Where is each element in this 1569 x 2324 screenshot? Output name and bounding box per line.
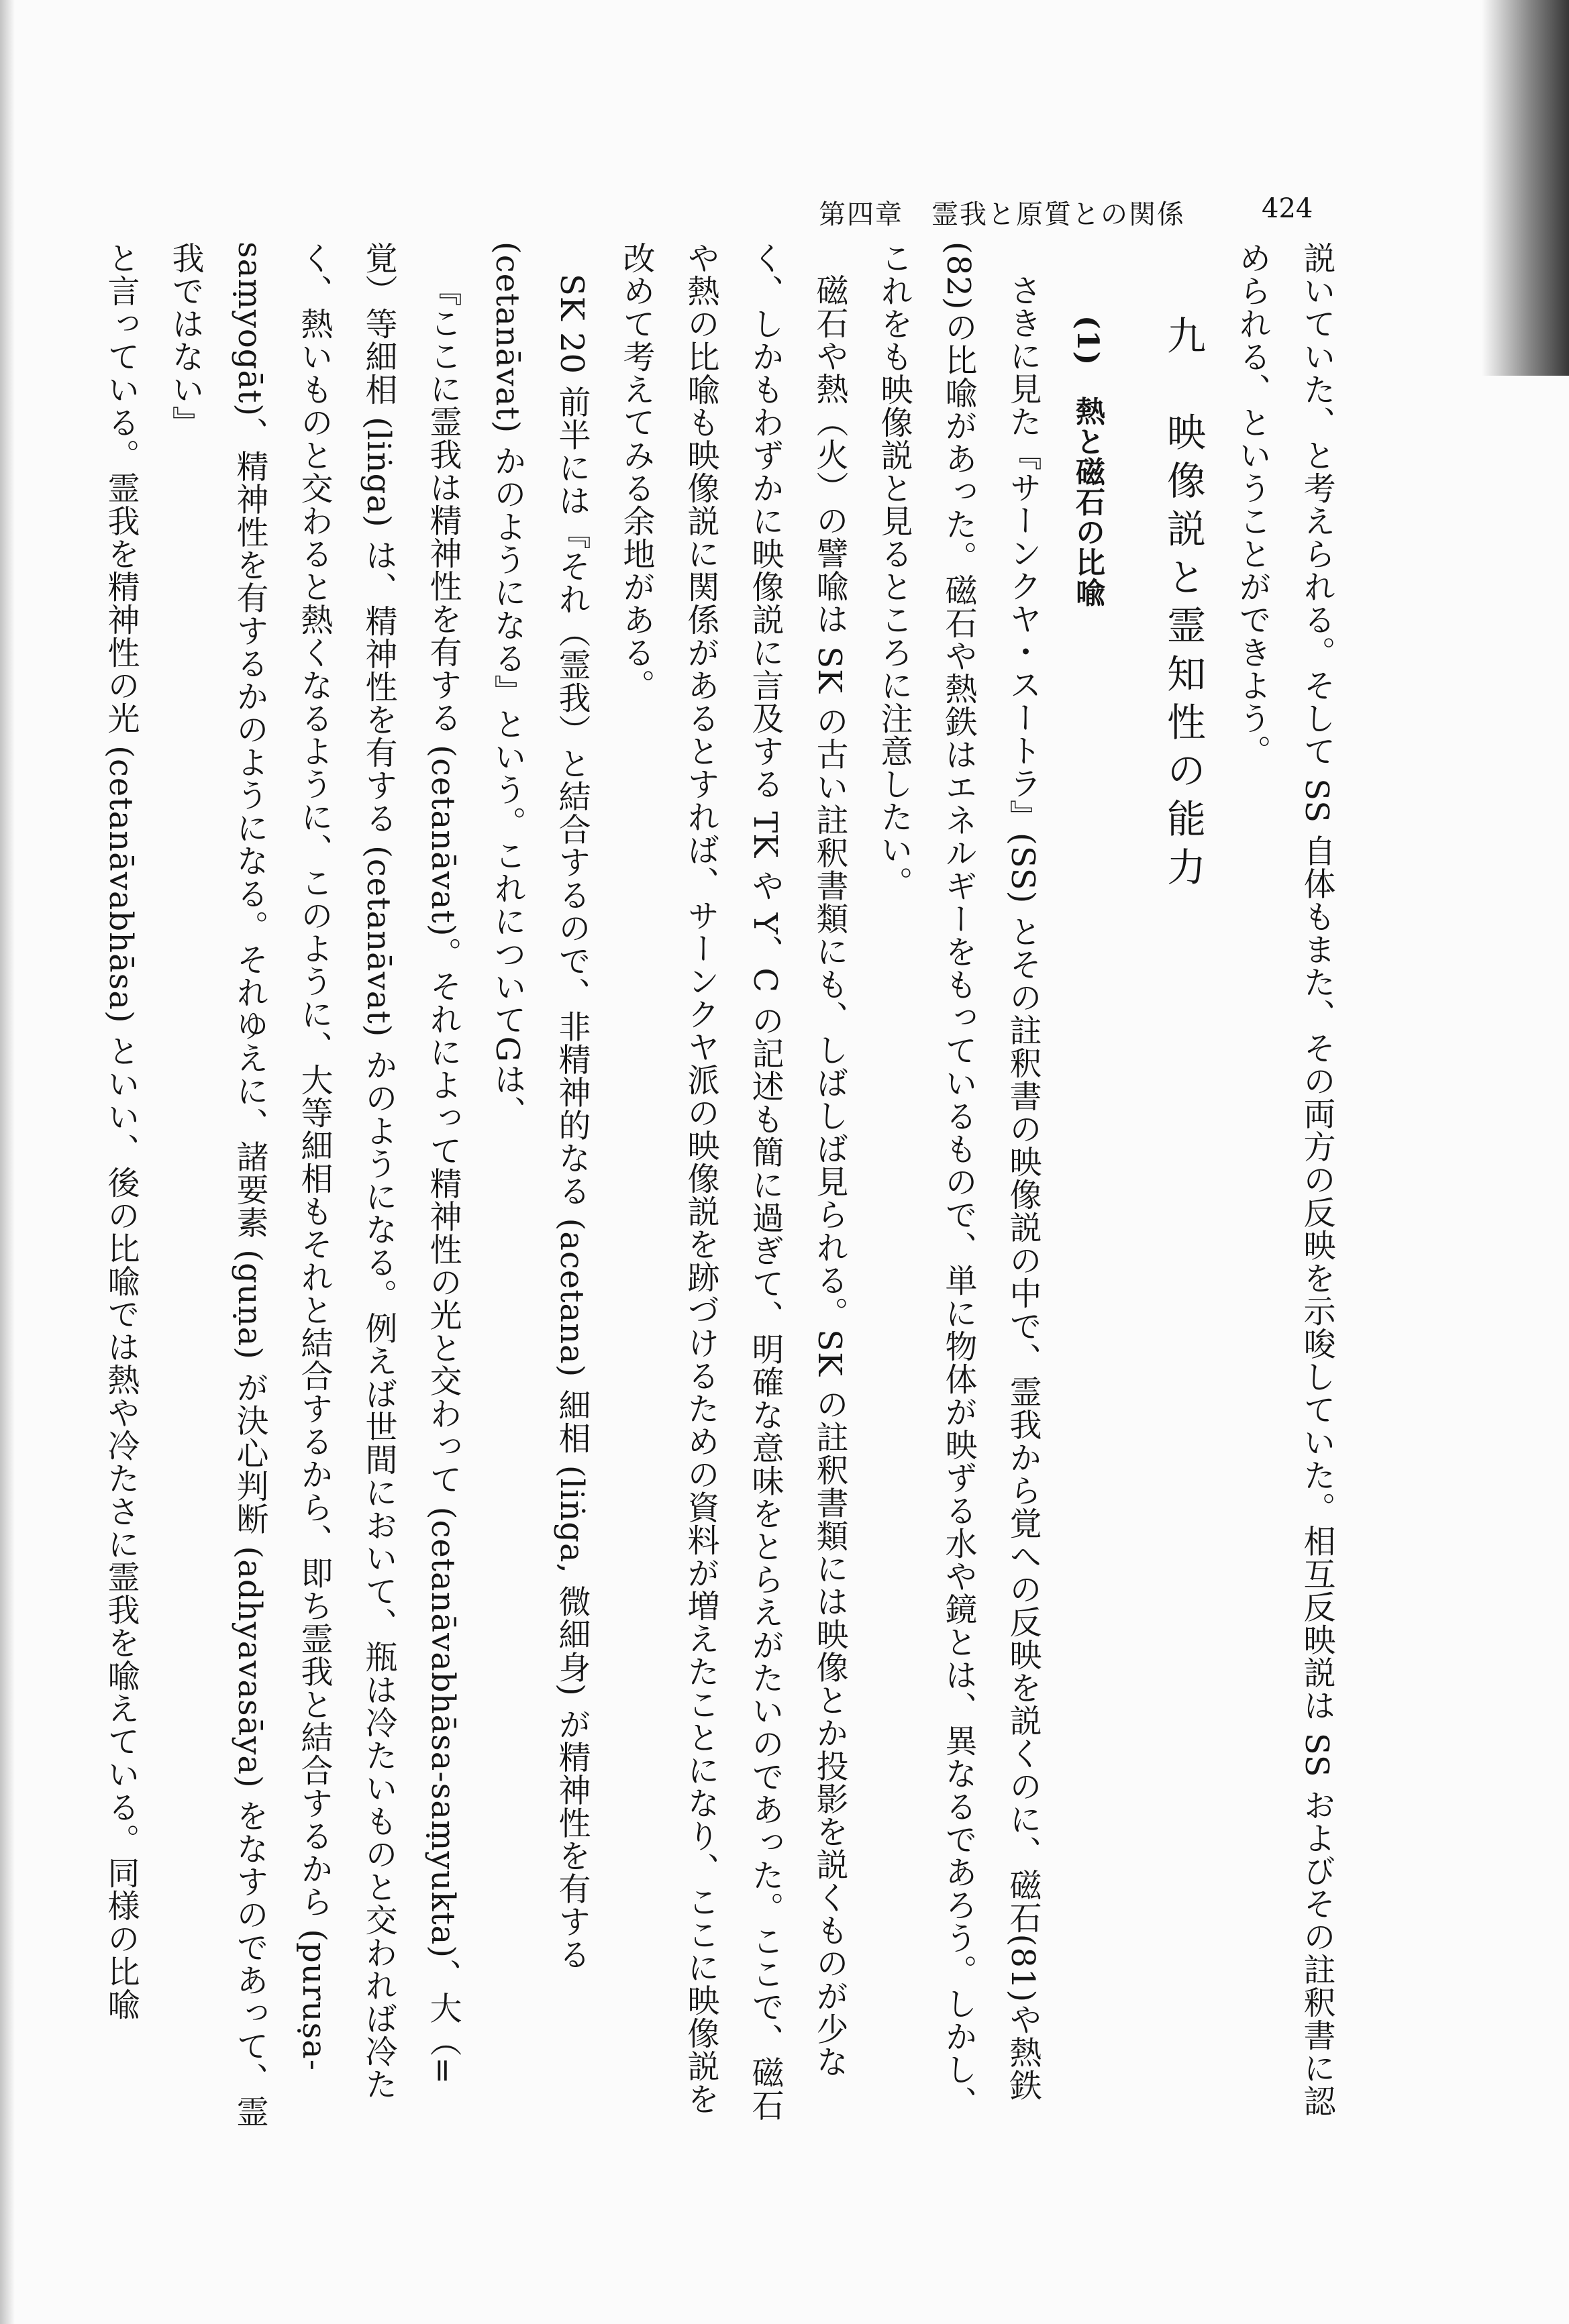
- paragraph: さきに見た『サーンクヤ・スートラ』(SS) とその註釈書の映像説の中で、霊我から覚への反映を説くのに、磁石(81)や熱鉄(82)の比喩があった。磁石や熱鉄はエネルギーをもっているもので、単に物体が映ずる水や鏡とは、異なるであろう。しかし、これをも映像説と見るところに注意したい。: [875, 242, 1042, 2119]
- quotation: 『ここに霊我は精神性を有する (cetanāvat)。それによって精神性の光と交わって (cetanāvabhāsa-saṃyukta)、大（=覚）等細相 (liṅga) は、精神性を有する (cetanāvat) かのようになる。例えば世間において、瓶は冷たいものと交われば冷たく、熱いものと交わると熱くなるように、このように、大等細相もそれと結合するから、即ち霊我と結合するから (puruṣa-saṃyogāt)、精神性を有するかのようになる。それゆえに、諸要素 (guṇa) が決心判断 (adhyavasāya) をなすのであって、霊我ではない』: [166, 242, 462, 2128]
- paragraph: と言っている。霊我を精神性の光 (cetanāvabhāsa) といい、後の比喩では熱や冷たさに霊我を喩えている。同様の比喩: [102, 242, 140, 2021]
- vertical-body-text: [87, 242, 1349, 2133]
- section-title: 九 映像説と霊知性の能力: [1160, 315, 1206, 895]
- subsection-title: (1) 熱と磁石の比喩: [1070, 315, 1105, 608]
- scan-shadow-right: [1482, 0, 1569, 376]
- running-header: 第四章 霊我と原質との関係: [819, 199, 1185, 230]
- paragraph: 磁石や熱（火）の譬喩は SK の古い註釈書類にも、しばしば見られる。SK の註釈書類には映像とか投影を説くものが少なく、しかもわずかに映像説に言及する TK や Y、C の記述も簡に過ぎて、明確な意味をとらえがたいのであった。ここで、磁石や熱の比喩も映像説に関係があるとすれば、サーンクヤ派の映像説を跡づけるための資料が増えたことになり、ここに映像説を改めて考えてみる余地がある。: [617, 242, 848, 2122]
- page-number: 424: [1262, 193, 1313, 224]
- scan-shadow-left: [0, 0, 15, 2324]
- paragraph-continuation: 説いていた、と考えられる。そして SS 自体もまた、その両方の反映を示唆していた。相互反映説は SS およびその註釈書に認められる、ということができよう。: [1233, 242, 1335, 2117]
- paragraph: SK 20 前半には『それ（霊我）と結合するので、非精神的なる (acetana) 細相 (liṅga, 微細身) が精神性を有する (cetanāvat) かのようになる』という。これについてGは、: [489, 242, 591, 1971]
